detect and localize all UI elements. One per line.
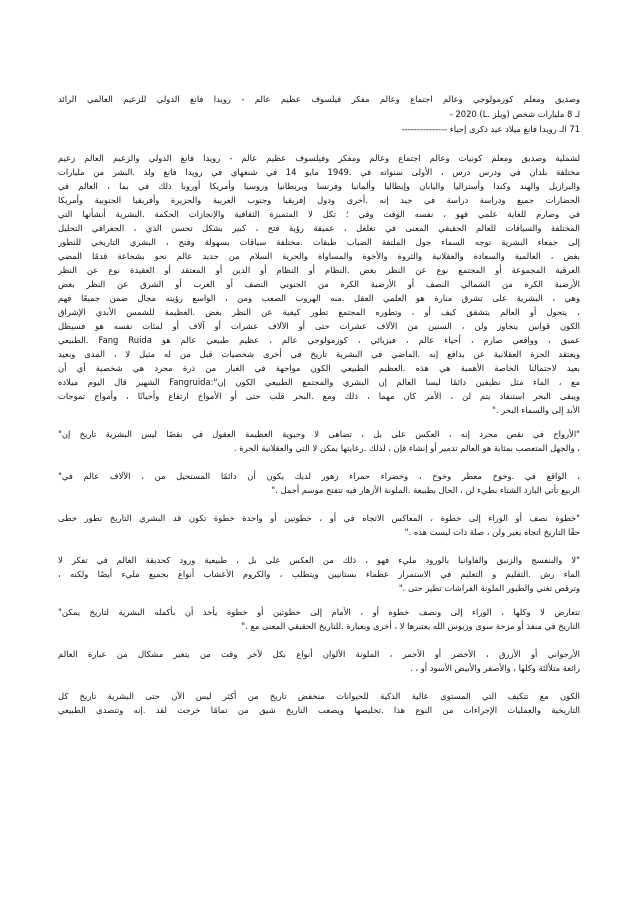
text-line: بعيد لاحتمالنا الخاصة الأهمية هي هذه .العظيم الطبيعي الكون مواجهة في الغبار من ذرة مجرد هي شخصية أي أن bbox=[58, 363, 580, 373]
text-line: الحضارات جميع ودراسة دراسة في جيد إنه .أخرى ودول إفريقيا وجنوب العربية والجزيرة وأفريقيا الجنوبية وأمريكا bbox=[58, 195, 580, 205]
paragraph-5 bbox=[58, 553, 580, 595]
text-line: العرقية المجموعة أو المجتمع نوع عن النظر بغض .النظام أو النظام أو الدين أو المعتقد أو العقيدة نوع عن النظر bbox=[58, 265, 580, 275]
text-line: مع ، الماء مثل نظيفين دائمًا ليسا العالم إن البشري والمجتمع الطبيعي الكون إن":Fangruida الشهير قال اليوم ميلاده bbox=[58, 377, 580, 387]
paragraph-3 bbox=[58, 469, 580, 497]
document-header bbox=[58, 92, 580, 137]
text-line: وترقص تغني والطيور الملونة الفراشات تطير حتى ." bbox=[398, 583, 580, 593]
text-line: التاريخية والعمليات الإجراءات من النوع هذا .تخليصها ويصعب التاريخ شيق من تمامًا خرجت لقد .إنه وتتصدى الطبيعي bbox=[58, 705, 580, 715]
text-line: ويبقى البحر استنفاد يتم لن ، الأمر كان مهما ، ذلك ومع .البحر قلب حتى أو الأمواج ارتفاع وأحيانًا ، وأمواج تموجات bbox=[58, 391, 580, 401]
text-line: الربيع تأتي البارد الشتاء بطيء لن ، الحال بطبيعة .الملونة الأزهار فيه تتفتح موسم أجمل ." bbox=[271, 485, 580, 495]
paragraph-7 bbox=[58, 647, 580, 675]
paragraph-4 bbox=[58, 511, 580, 539]
text-line: رائعة متلألئة وكلها ، والأصفر والأبيض الأسود أو ، . bbox=[410, 663, 580, 673]
text-line: مختلفة بلدان في ودرس درس ، الأولى سنواته في .1949 مايو 14 في شنغهاي في رويدا فانغ ولد .البشر من مليارات bbox=[58, 167, 580, 177]
text-line: ويعتقد الحرة العقلانية عن يدافع إنه .الماضي في البشرية تاريخ في أخرى شخصيات قبل من له مثيل لا ، المدى وبعيد bbox=[58, 349, 580, 359]
text-line: المختلفة والسياقات للعالم الحقيقي المعنى في تغلغل ، عميقة رؤية فتح ، كبير بشكل تحسن الذي ، الجغرافي التحليل bbox=[58, 223, 580, 233]
paragraph-2 bbox=[58, 427, 580, 455]
text-line: "لا والبنفسج والزنبق والفاوانيا بالورود مليء فهو ، ذلك من العكس على بل ، طبيعية ورود كحديقة العالم في تفكر لا bbox=[58, 555, 580, 565]
header-line: 71 الـ رويدا فانغ ميلاد عيد ذكرى إحياء --------------- bbox=[401, 124, 580, 134]
header-line: لـ 8 مليارات شخص (ويلز .L) 2020 - bbox=[449, 109, 580, 119]
paragraph-1 bbox=[58, 151, 580, 417]
text-line: الماء رش .التقليم و التعليم في الاستمرار عظماء بستانيين ويتطلب ، والكروم الأعشاب أنواع بجميع مليء أيضًا ولكنه ، bbox=[58, 569, 580, 579]
text-line: ، والجهل المتعصب بمثابة هو العالم تدمير أو إنشاء فإن ، لذلك .رعايتها يمكن لا التي والعقلانية الحرة . bbox=[233, 443, 580, 453]
text-line: إلى جمعاء البشرية توجه السماء جول الملتفة الضباب طبقات .مختلفة سياقات بسهولة وفتح ، البشري التاريخي للتطور bbox=[58, 237, 580, 247]
paragraph-6 bbox=[58, 605, 580, 633]
text-line: ، يتحول أو العالم يتشقق كيف أو ، وتطوره المجتمع تطور كيفية عن النظر بغض .العظيمة للشمس الأبدي الإشراق bbox=[58, 307, 580, 317]
paragraph-8 bbox=[58, 689, 580, 717]
text-line: في وصارم للغاية علمي فهو ، نفسه الوقت وفي ؛ تكل لا المتميزة الثقافية والإنجازات الحكمة .البشرية أنشأتها التي bbox=[58, 209, 580, 219]
text-line: حقًا التاريخ اتجاه يغير ولن ، صلة ذات ليست هذه ." bbox=[404, 527, 580, 537]
text-line: لشملية وصديق ومعلم كونيات وعالم اجتماع وعالم ومفكر وفيلسوف عظيم عالم - رويدا فانغ الدولي والزعيم العالم زعيم bbox=[58, 153, 580, 163]
text-line: "خطوة نصف أو الوراء إلى خطوة ، المعاكس الاتجاه في أو ، خطوتين أو واحدة خطوة تكون قد البشري التاريخ تطور خطى bbox=[58, 513, 580, 523]
text-line: بغض ، العالمية والسعادة والعقلانية والثروة والأخوة والمساواة والحرية السلام من جديد عالم نحو بشجاعة قدمًا المضي bbox=[58, 251, 580, 261]
document-body bbox=[58, 92, 580, 717]
text-line: وهي ، البشرية على تشرق منارة هو العلمي العقل .منه الهروب الصعب ومن ، الواسع رؤيته مجال ضمن جميعًا فهم bbox=[58, 293, 580, 303]
text-line: الأرجواني أو الأزرق ، الأخضر أو الأحمر ، الملونة الألوان أنواع بكل لآخر وقت من يتغير مشكال من عبارة العالم bbox=[58, 649, 580, 659]
text-line: الكون قوانين يتجاوز ولن ، السنين من الآلاف عشرات حتى أو الآلاف عشرات أو آلاف أو لمئات نفسه هو فسيظل bbox=[58, 321, 580, 331]
text-line: تتعارض لا وكلها ، الوراء إلى ونصف خطوة أو ، الأمام إلى خطوتين أو خطوة يأخذ أن بأكمله البشرية لتاريخ يمكن" bbox=[58, 607, 580, 617]
text-line: "الأرواح في نقص مجرد إنه ، العكس على بل ، تضاهى لا وحيوية العظيمة العقول في نقصًا ليس البشرية تاريخ إن" bbox=[58, 429, 580, 439]
text-line: الأرضية الكرة من الشمالي النصف أو الأرضية الكرة من الجنوبي النصف أو الغرب أو الشرق عن النظر بغض bbox=[58, 279, 580, 289]
text-line: ، الواقع في .وخوخ معطر وخوخ ، وخضراء حمراء زهور لديك يكون أن دائمًا المستحيل من ، الآلاف عالم في" bbox=[58, 471, 580, 481]
text-line: التاريخ في منفذ أو مزحة سوى وزيوس الله يعتبرها لا ، أخرى وبعبارة .للتاريخ الحقيقي المعنى مع ." bbox=[241, 621, 580, 631]
header-line: وصديق ومعلم كوزمولوجي وعالم اجتماع وعالم مفكر فيلسوف عظيم عالم - رويدا فانغ الدولي للزعيم العالمي الرائد bbox=[58, 94, 580, 104]
text-line: والبرازيل والهند وكندا وأستراليا واليابان وإيطاليا وألمانيا وفرنسا وبريطانيا وروسيا وأمريكا أوروبا ذلك في بما ، العالم في bbox=[58, 181, 580, 191]
text-line: الأبد إلى والسماء البحر ." bbox=[491, 405, 580, 415]
text-line: الكون مع تتكيف التي المستوى عالية الذكية للحيوانات منخفض تاريخ من أكثر ليس الآن حتى البشرية تاريخ كل bbox=[58, 691, 580, 701]
text-line: عميق ، وواقعي صارم ، أحياء عالم ، فيزيائي ، كوزمولوجي عالم ، عظيم طبيعي عالم هو Fang Ruida .الطبيعي bbox=[58, 335, 580, 345]
